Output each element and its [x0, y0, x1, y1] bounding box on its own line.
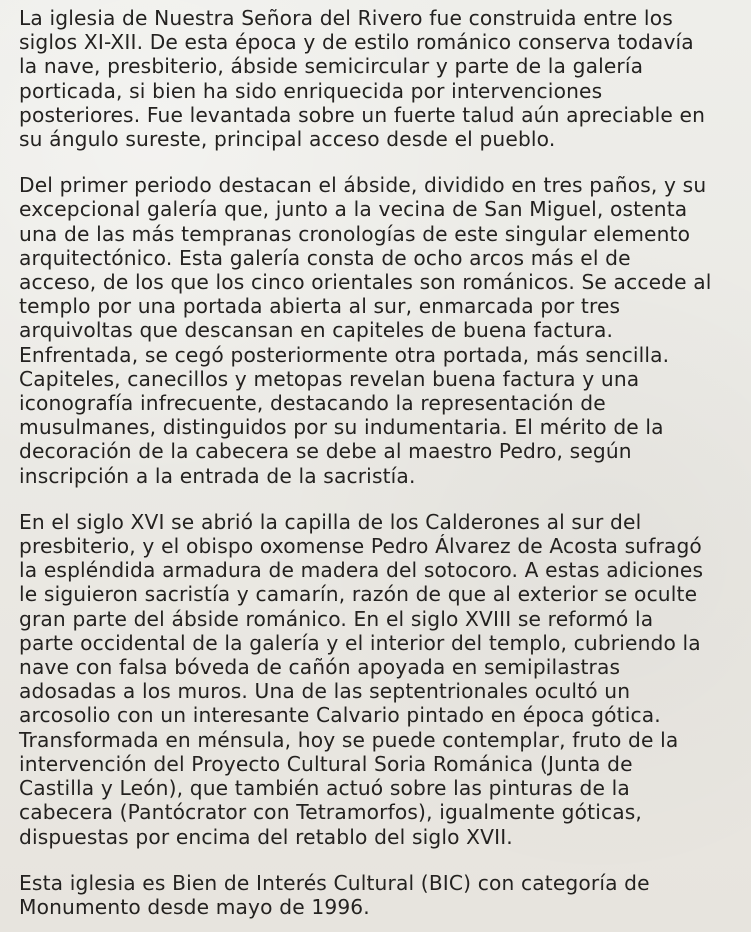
text-line: acceso, de los que los cinco orientales son románicos. Se accede al — [19, 270, 712, 295]
text-line: la espléndida armadura de madera del sotocoro. A estas adiciones — [19, 558, 704, 583]
text-line: siglos XI-XII. De esta época y de estilo románico conserva todavía — [19, 30, 694, 55]
text-line: porticada, si bien ha sido enriquecida por intervenciones — [19, 78, 603, 103]
text-line: excepcional galería que, junto a la vecina de San Miguel, ostenta — [19, 197, 688, 222]
text-line: le siguieron sacristía y camarín, razón de que al exterior se oculte — [19, 582, 698, 607]
text-line: parte occidental de la galería y el interior del templo, cubriendo la — [19, 630, 701, 655]
text-line: adosadas a los muros. Una de las septentrionales ocultó un — [19, 679, 631, 704]
text-line: dispuestas por encima del retablo del siglo XVII. — [19, 824, 513, 849]
text-line: cabecera (Pantócrator con Tetramorfos), igualmente góticas, — [19, 800, 642, 825]
text-line: arquitectónico. Esta galería consta de ocho arcos más el de — [19, 245, 631, 270]
text-line: una de las más tempranas cronologías de este singular elemento — [19, 221, 691, 246]
text-line: decoración de la cabecera se debe al maestro Pedro, según — [19, 439, 632, 464]
text-line: arquivoltas que descansan en capiteles de buena factura. — [19, 318, 614, 343]
paragraph-4 — [19, 871, 741, 919]
text-line: Del primer periodo destacan el ábside, dividido en tres paños, y su — [19, 173, 707, 198]
paragraph-2 — [19, 173, 741, 488]
text-line: La iglesia de Nuestra Señora del Rivero fue construida entre los — [19, 6, 673, 30]
text-line: Castilla y León), que también actuó sobre las pinturas de la — [19, 776, 630, 801]
text-line: templo por una portada abierta al sur, enmarcada por tres — [19, 294, 621, 319]
text-line: En el siglo XVI se abrió la capilla de los Calderones al sur del — [19, 509, 642, 534]
paragraph-1 — [19, 6, 741, 151]
text-line: su ángulo sureste, principal acceso desde el pueblo. — [19, 127, 556, 152]
text-line: inscripción a la entrada de la sacristía. — [19, 463, 416, 488]
text-line: Monumento desde mayo de 1996. — [19, 894, 370, 919]
text-line: presbiterio, y el obispo oxomense Pedro Álvarez de Acosta sufragó — [19, 534, 702, 559]
text-line: arcosolio con un interesante Calvario pintado en época gótica. — [19, 703, 661, 728]
text-line: Esta iglesia es Bien de Interés Cultural (BIC) con categoría de — [19, 870, 650, 895]
paragraph-3 — [19, 510, 741, 849]
text-line: Capiteles, canecillos y metopas revelan buena factura y una — [19, 366, 640, 391]
text-line: intervención del Proyecto Cultural Soria Románica (Junta de — [19, 751, 633, 776]
text-line: gran parte del ábside románico. En el siglo XVIII se reformó la — [19, 606, 654, 631]
text-line: iconografía infrecuente, destacando la representación de — [19, 391, 606, 416]
text-line: Transformada en ménsula, hoy se puede contemplar, fruto de la — [19, 727, 679, 752]
text-line: Enfrentada, se cegó posteriormente otra portada, más sencilla. — [19, 342, 670, 367]
text-line: musulmanes, distinguidos por su indumentaria. El mérito de la — [19, 415, 664, 440]
text-line: la nave, presbiterio, ábside semicircular y parte de la galería — [19, 54, 644, 79]
text-line: nave con falsa bóveda de cañón apoyada en semipilastras — [19, 655, 621, 680]
text-line: posteriores. Fue levantada sobre un fuerte talud aún apreciable en — [19, 102, 706, 127]
